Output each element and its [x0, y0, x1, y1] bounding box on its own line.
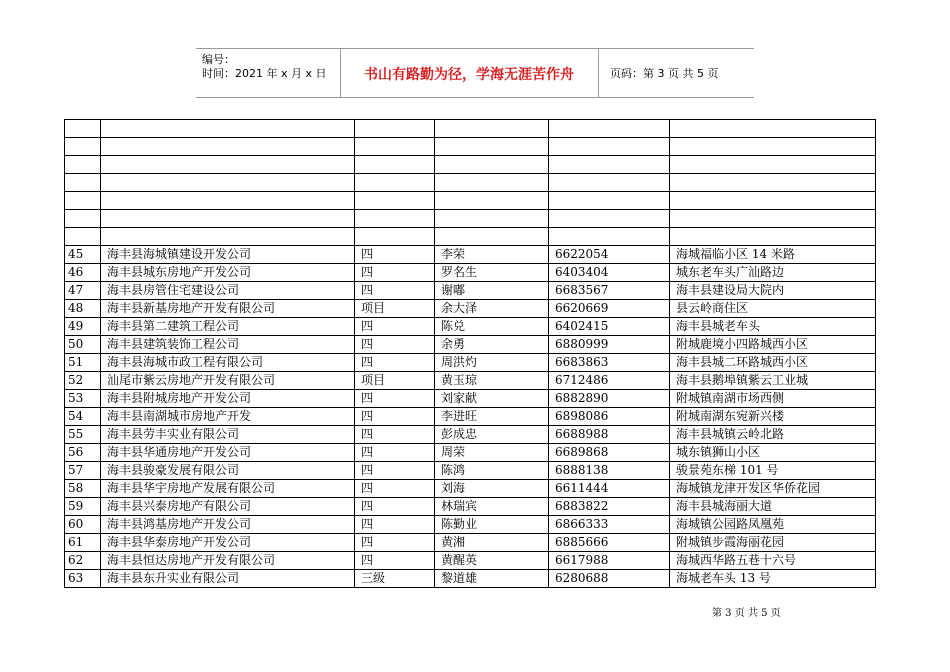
contact-person-cell: 谢嘟 — [435, 282, 549, 300]
table-row — [65, 336, 876, 354]
row-number-cell: 49 — [65, 318, 101, 336]
phone-number-cell: 6622054 — [549, 246, 670, 264]
address-cell: 县云岭商住区 — [670, 300, 876, 318]
blank-row — [65, 156, 876, 174]
qualification-grade-cell: 四 — [355, 354, 435, 372]
company-name-cell: 汕尾市紫云房地产开发有限公司 — [101, 372, 355, 390]
address-cell: 城东镇狮山小区 — [670, 444, 876, 462]
empty-cell — [549, 138, 670, 156]
qualification-grade-cell: 四 — [355, 264, 435, 282]
contact-person-cell: 余勇 — [435, 336, 549, 354]
table-row — [65, 480, 876, 498]
row-number-cell: 57 — [65, 462, 101, 480]
contact-person-cell: 黄湘 — [435, 534, 549, 552]
empty-cell — [101, 156, 355, 174]
table-row — [65, 246, 876, 264]
address-cell: 海丰县城老车头 — [670, 318, 876, 336]
table-row — [65, 300, 876, 318]
empty-cell — [355, 174, 435, 192]
table-row — [65, 462, 876, 480]
company-name-cell: 海丰县第二建筑工程公司 — [101, 318, 355, 336]
table-row — [65, 552, 876, 570]
qualification-grade-cell: 四 — [355, 552, 435, 570]
phone-number-cell: 6617988 — [549, 552, 670, 570]
address-cell: 海丰县鹅埠镇紫云工业城 — [670, 372, 876, 390]
contact-person-cell: 彭成忠 — [435, 426, 549, 444]
address-cell: 海城老车头 13 号 — [670, 570, 876, 588]
qualification-grade-cell: 四 — [355, 246, 435, 264]
empty-cell — [101, 192, 355, 210]
row-number-cell: 56 — [65, 444, 101, 462]
company-name-cell: 海丰县海城市政工程有限公司 — [101, 354, 355, 372]
phone-number-cell: 6883822 — [549, 498, 670, 516]
contact-person-cell: 周荣 — [435, 444, 549, 462]
company-name-cell: 海丰县华通房地产开发公司 — [101, 444, 355, 462]
empty-cell — [549, 228, 670, 246]
empty-cell — [670, 156, 876, 174]
header-page-info: 页码：第 3 页 共 5 页 — [610, 67, 719, 80]
contact-person-cell: 刘海 — [435, 480, 549, 498]
blank-row — [65, 120, 876, 138]
blank-row — [65, 228, 876, 246]
qualification-grade-cell: 三级 — [355, 570, 435, 588]
phone-number-cell: 6880999 — [549, 336, 670, 354]
contact-person-cell: 陈勤业 — [435, 516, 549, 534]
company-name-cell: 海丰县鸿基房地产开发公司 — [101, 516, 355, 534]
empty-cell — [670, 210, 876, 228]
contact-person-cell: 林瑞宾 — [435, 498, 549, 516]
empty-cell — [355, 210, 435, 228]
address-cell: 附城南湖东宛新兴楼 — [670, 408, 876, 426]
company-name-cell: 海丰县建筑装饰工程公司 — [101, 336, 355, 354]
table-row — [65, 426, 876, 444]
contact-person-cell: 罗名生 — [435, 264, 549, 282]
address-cell: 海丰县建设局大院内 — [670, 282, 876, 300]
table-row — [65, 516, 876, 534]
company-table — [64, 119, 876, 588]
table-row — [65, 390, 876, 408]
address-cell: 城东老车头广汕路边 — [670, 264, 876, 282]
qualification-grade-cell: 四 — [355, 534, 435, 552]
address-cell: 附城鹿境小四路城西小区 — [670, 336, 876, 354]
address-cell: 附城镇步霞海丽花园 — [670, 534, 876, 552]
qualification-grade-cell: 四 — [355, 462, 435, 480]
contact-person-cell: 陈兑 — [435, 318, 549, 336]
empty-cell — [101, 228, 355, 246]
contact-person-cell: 李进旺 — [435, 408, 549, 426]
phone-number-cell: 6620669 — [549, 300, 670, 318]
row-number-cell: 48 — [65, 300, 101, 318]
contact-person-cell: 周洪灼 — [435, 354, 549, 372]
empty-cell — [435, 174, 549, 192]
empty-cell — [435, 138, 549, 156]
empty-cell — [355, 228, 435, 246]
address-cell: 海丰县城海丽大道 — [670, 498, 876, 516]
company-name-cell: 海丰县骏豪发展有限公司 — [101, 462, 355, 480]
phone-number-cell: 6712486 — [549, 372, 670, 390]
qualification-grade-cell: 项目 — [355, 300, 435, 318]
contact-person-cell: 余大泽 — [435, 300, 549, 318]
empty-cell — [355, 156, 435, 174]
table-row — [65, 570, 876, 588]
address-cell: 附城镇南湖市场西侧 — [670, 390, 876, 408]
empty-cell — [355, 120, 435, 138]
company-name-cell: 海丰县附城房地产开发公司 — [101, 390, 355, 408]
blank-row — [65, 192, 876, 210]
header-motto: 书山有路勤为径，学海无涯苦作舟 — [364, 67, 574, 83]
blank-row — [65, 210, 876, 228]
address-cell: 海城镇公园路凤凰苑 — [670, 516, 876, 534]
address-cell: 海城西华路五巷十六号 — [670, 552, 876, 570]
phone-number-cell: 6280688 — [549, 570, 670, 588]
qualification-grade-cell: 四 — [355, 426, 435, 444]
empty-cell — [101, 138, 355, 156]
qualification-grade-cell: 四 — [355, 444, 435, 462]
phone-number-cell: 6885666 — [549, 534, 670, 552]
empty-cell — [65, 138, 101, 156]
company-name-cell: 海丰县南湖城市房地产开发 — [101, 408, 355, 426]
empty-cell — [670, 138, 876, 156]
contact-person-cell: 黄醒英 — [435, 552, 549, 570]
row-number-cell: 53 — [65, 390, 101, 408]
phone-number-cell: 6683863 — [549, 354, 670, 372]
contact-person-cell: 陈鸿 — [435, 462, 549, 480]
header-left — [202, 53, 327, 81]
empty-cell — [65, 192, 101, 210]
qualification-grade-cell: 四 — [355, 480, 435, 498]
phone-number-cell: 6402415 — [549, 318, 670, 336]
empty-cell — [549, 156, 670, 174]
empty-cell — [65, 228, 101, 246]
table-row — [65, 498, 876, 516]
empty-cell — [549, 120, 670, 138]
row-number-cell: 60 — [65, 516, 101, 534]
empty-cell — [355, 138, 435, 156]
contact-person-cell: 黄玉琼 — [435, 372, 549, 390]
number-label: 编号： — [202, 53, 235, 66]
table-row — [65, 318, 876, 336]
row-number-cell: 62 — [65, 552, 101, 570]
qualification-grade-cell: 四 — [355, 282, 435, 300]
empty-cell — [65, 156, 101, 174]
contact-person-cell: 李荣 — [435, 246, 549, 264]
address-cell: 海丰县城镇云岭北路 — [670, 426, 876, 444]
qualification-grade-cell: 四 — [355, 516, 435, 534]
qualification-grade-cell: 四 — [355, 390, 435, 408]
blank-row — [65, 174, 876, 192]
empty-cell — [65, 174, 101, 192]
document-header — [196, 48, 754, 98]
empty-cell — [435, 228, 549, 246]
table-row — [65, 444, 876, 462]
company-name-cell: 海丰县劳丰实业有限公司 — [101, 426, 355, 444]
empty-cell — [101, 174, 355, 192]
row-number-cell: 59 — [65, 498, 101, 516]
empty-cell — [101, 210, 355, 228]
qualification-grade-cell: 四 — [355, 408, 435, 426]
row-number-cell: 52 — [65, 372, 101, 390]
company-name-cell: 海丰县城东房地产开发公司 — [101, 264, 355, 282]
table-row — [65, 354, 876, 372]
qualification-grade-cell: 项目 — [355, 372, 435, 390]
company-name-cell: 海丰县恒达房地产开发有限公司 — [101, 552, 355, 570]
row-number-cell: 61 — [65, 534, 101, 552]
phone-number-cell: 6611444 — [549, 480, 670, 498]
empty-cell — [65, 210, 101, 228]
row-number-cell: 47 — [65, 282, 101, 300]
empty-cell — [549, 174, 670, 192]
phone-number-cell: 6866333 — [549, 516, 670, 534]
contact-person-cell: 黎道雄 — [435, 570, 549, 588]
empty-cell — [101, 120, 355, 138]
row-number-cell: 55 — [65, 426, 101, 444]
row-number-cell: 54 — [65, 408, 101, 426]
address-cell: 骏景苑东梯 101 号 — [670, 462, 876, 480]
address-cell: 海丰县城二环路城西小区 — [670, 354, 876, 372]
phone-number-cell: 6882890 — [549, 390, 670, 408]
phone-number-cell: 6689868 — [549, 444, 670, 462]
address-cell: 海城镇龙津开发区华侨花园 — [670, 480, 876, 498]
empty-cell — [670, 192, 876, 210]
row-number-cell: 46 — [65, 264, 101, 282]
contact-person-cell: 刘家献 — [435, 390, 549, 408]
company-name-cell: 海丰县东升实业有限公司 — [101, 570, 355, 588]
table-body — [65, 120, 876, 588]
empty-cell — [435, 192, 549, 210]
table-row — [65, 264, 876, 282]
header-divider — [598, 49, 599, 97]
empty-cell — [355, 192, 435, 210]
row-number-cell: 58 — [65, 480, 101, 498]
company-name-cell: 海丰县华泰房地产开发公司 — [101, 534, 355, 552]
empty-cell — [670, 120, 876, 138]
page-footer: 第 3 页 共 5 页 — [712, 608, 781, 619]
phone-number-cell: 6403404 — [549, 264, 670, 282]
company-name-cell: 海丰县房管住宅建设公司 — [101, 282, 355, 300]
company-name-cell: 海丰县兴泰房地产有限公司 — [101, 498, 355, 516]
blank-row — [65, 138, 876, 156]
table-row — [65, 534, 876, 552]
empty-cell — [65, 120, 101, 138]
qualification-grade-cell: 四 — [355, 318, 435, 336]
empty-cell — [435, 210, 549, 228]
row-number-cell: 63 — [65, 570, 101, 588]
empty-cell — [435, 156, 549, 174]
phone-number-cell: 6683567 — [549, 282, 670, 300]
empty-cell — [670, 174, 876, 192]
phone-number-cell: 6888138 — [549, 462, 670, 480]
phone-number-cell: 6688988 — [549, 426, 670, 444]
table-row — [65, 408, 876, 426]
empty-cell — [435, 120, 549, 138]
empty-cell — [549, 192, 670, 210]
address-cell: 海城福临小区 14 米路 — [670, 246, 876, 264]
empty-cell — [549, 210, 670, 228]
phone-number-cell: 6898086 — [549, 408, 670, 426]
row-number-cell: 50 — [65, 336, 101, 354]
row-number-cell: 51 — [65, 354, 101, 372]
empty-cell — [670, 228, 876, 246]
table-row — [65, 282, 876, 300]
company-name-cell: 海丰县海城镇建设开发公司 — [101, 246, 355, 264]
row-number-cell: 45 — [65, 246, 101, 264]
time-label: 时间：2021 年 x 月 x 日 — [202, 67, 327, 80]
table-row — [65, 372, 876, 390]
qualification-grade-cell: 四 — [355, 498, 435, 516]
qualification-grade-cell: 四 — [355, 336, 435, 354]
company-name-cell: 海丰县新基房地产开发有限公司 — [101, 300, 355, 318]
company-name-cell: 海丰县华宇房地产发展有限公司 — [101, 480, 355, 498]
